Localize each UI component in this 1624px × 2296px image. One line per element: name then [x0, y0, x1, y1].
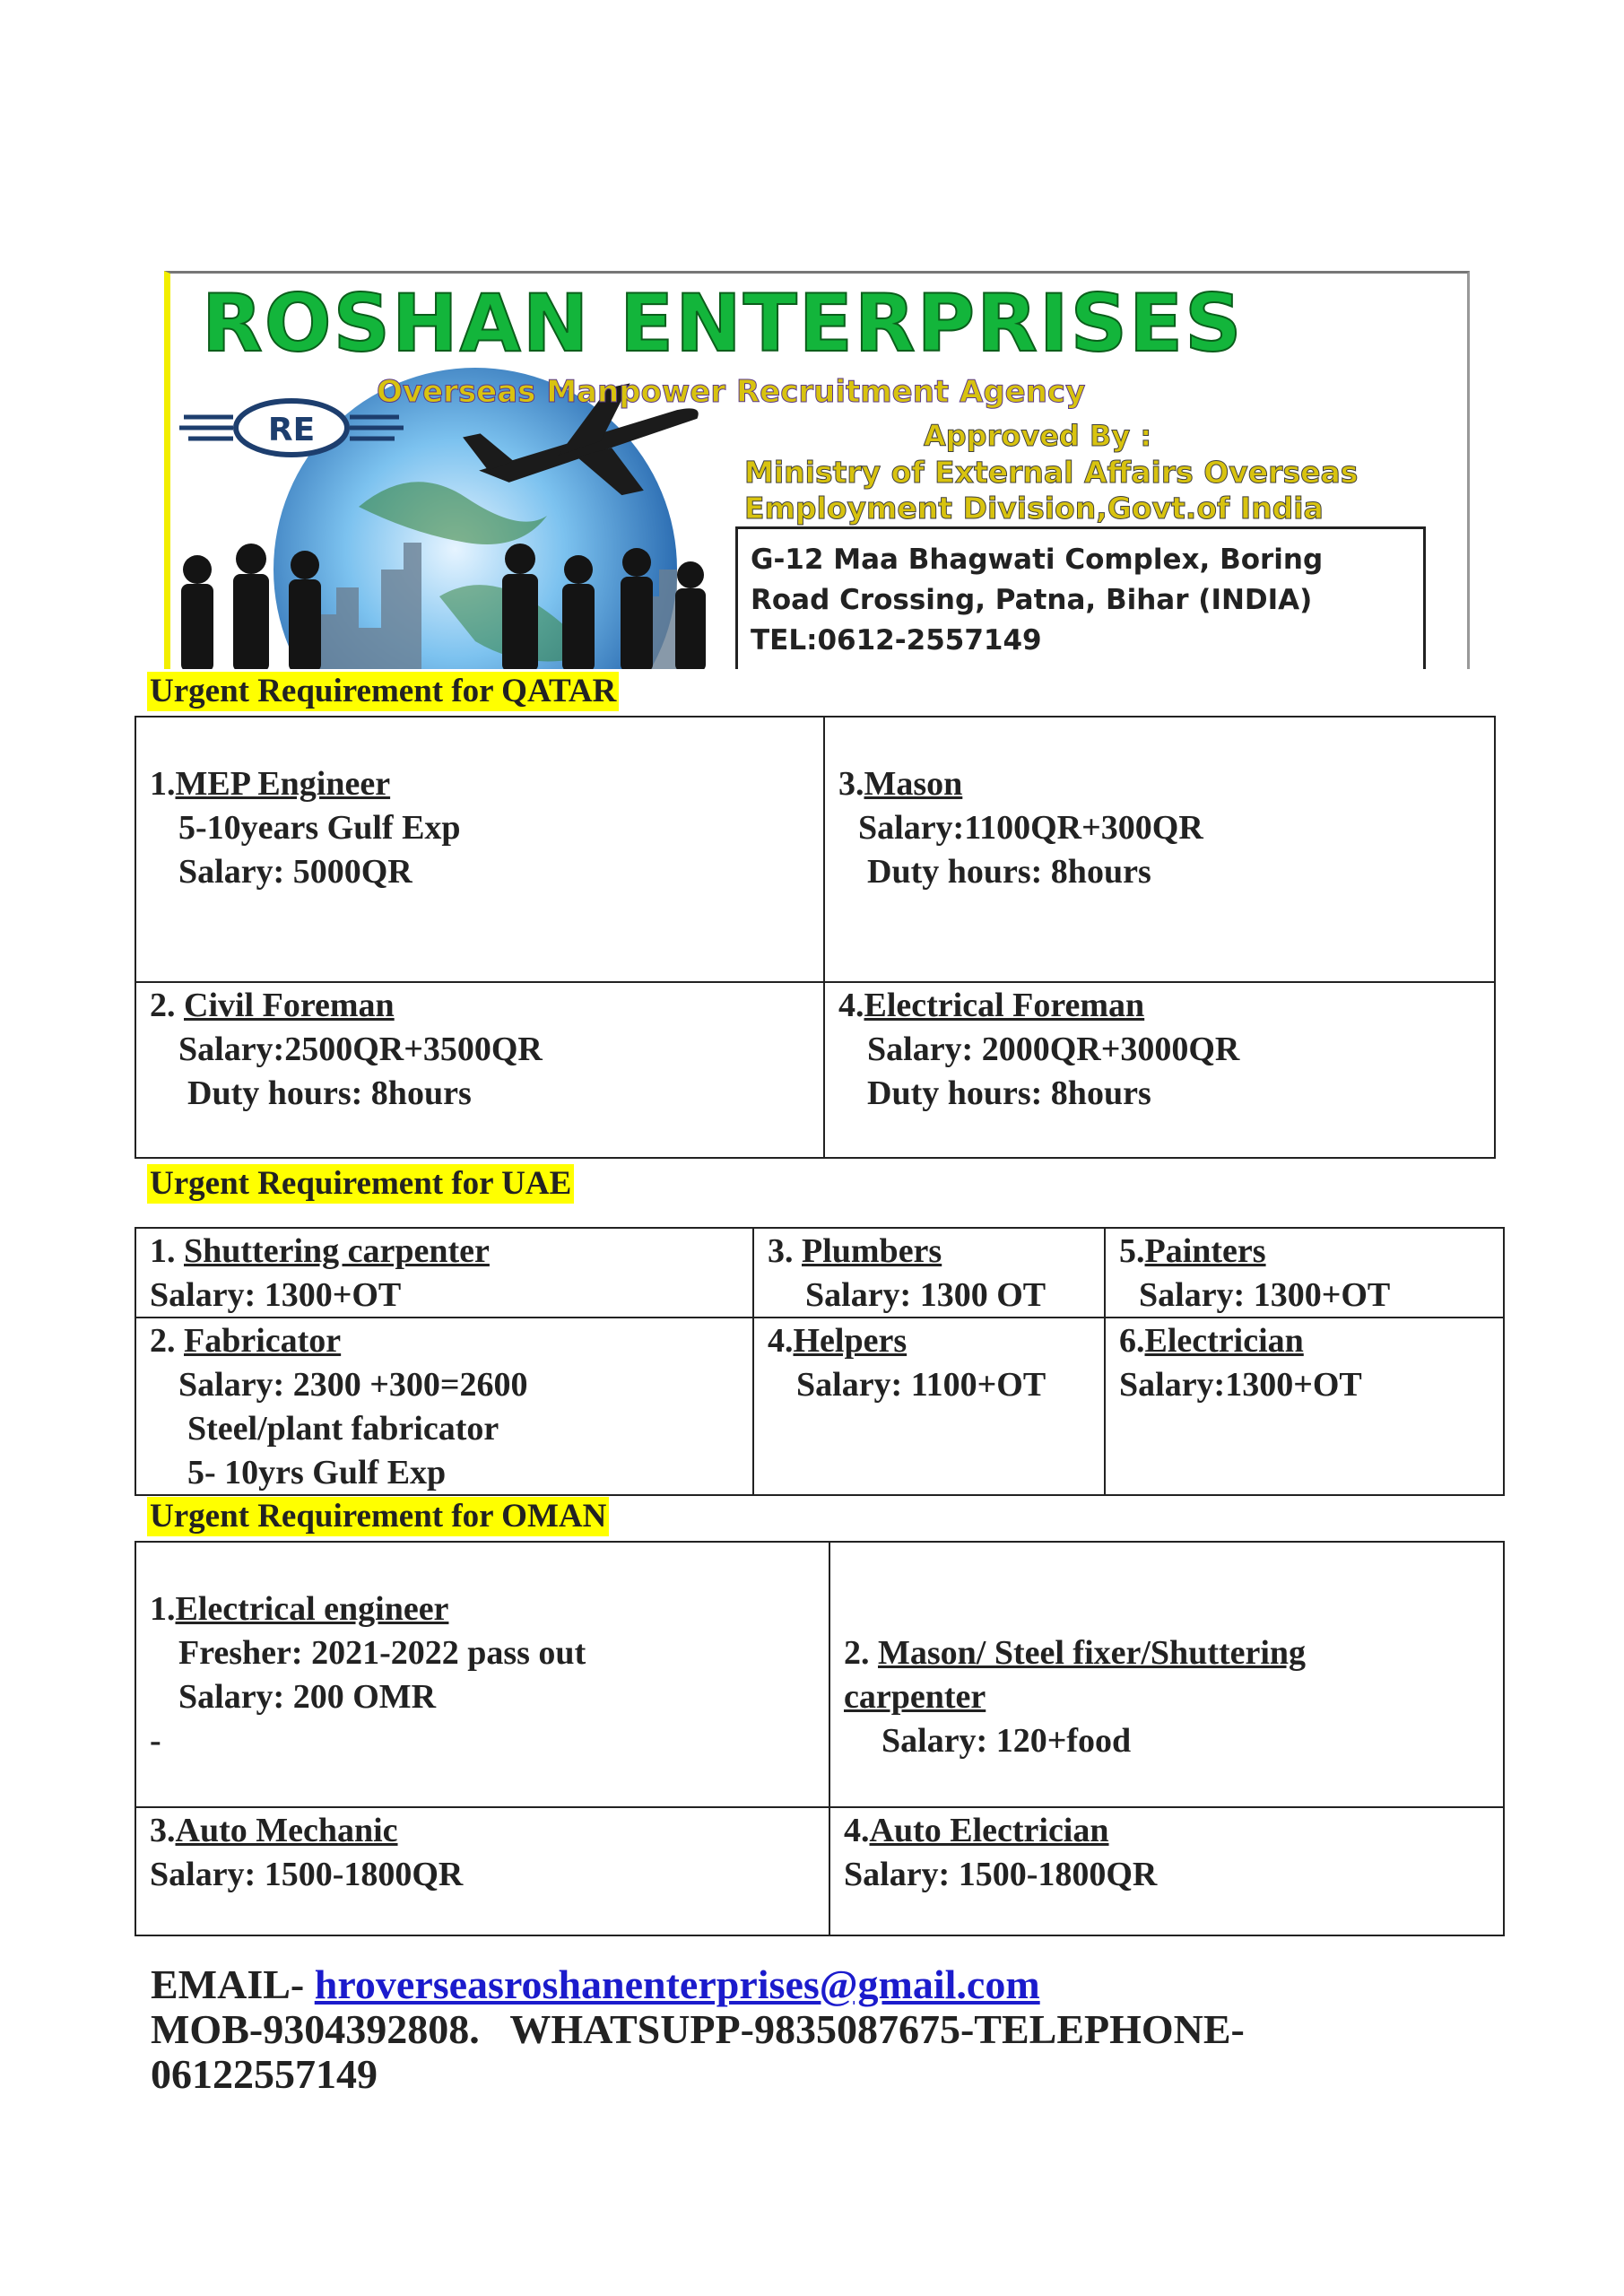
email-line: EMAIL- hroverseasroshanenterprises@gmail.com [151, 1961, 1040, 2007]
approved-authority-line2: Employment Division,Govt.of India [744, 491, 1324, 526]
job-title: Mason/ Steel fixer/Shuttering [878, 1634, 1307, 1672]
job-title: Painters [1144, 1232, 1266, 1270]
oman-job-2: 2. Mason/ Steel fixer/Shuttering carpenter Salary: 120+food [829, 1542, 1504, 1807]
approved-label: Approved By : [924, 419, 1152, 453]
address-line1: G-12 Maa Bhagwati Complex, Boring [751, 544, 1324, 576]
job-title: Electrical engineer [175, 1590, 449, 1628]
qatar-job-3: 3.Mason Salary:1100QR+300QR Duty hours: 8hours [824, 717, 1495, 982]
address-line2: Road Crossing, Patna, Bihar (INDIA) [751, 584, 1313, 616]
oman-job-3: 3.Auto Mechanic Salary: 1500-1800QR [135, 1807, 829, 1935]
uae-job-2: 2. Fabricator Salary: 2300 +300=2600 Steel/plant fabricator 5- 10yrs Gulf Exp [135, 1318, 753, 1495]
uae-job-5: 5.Painters Salary: 1300+OT [1105, 1228, 1504, 1318]
uae-job-4: 4.Helpers Salary: 1100+OT [753, 1318, 1105, 1495]
uae-job-3: 3. Plumbers Salary: 1300 OT [753, 1228, 1105, 1318]
company-name: ROSHAN ENTERPRISES [202, 277, 1244, 370]
oman-jobs-table [135, 1541, 1505, 1936]
contact-block [151, 1962, 1245, 2097]
uae-jobs-table [135, 1227, 1505, 1496]
job-title: Shuttering carpenter [184, 1232, 490, 1270]
qatar-job-2: 2. Civil Foreman Salary:2500QR+3500QR Duty hours: 8hours [135, 982, 824, 1158]
qatar-heading: Urgent Requirement for QATAR [147, 672, 619, 711]
telephone: TEL:0612-2557149 [751, 624, 1042, 657]
job-title: Plumbers [802, 1232, 942, 1270]
address-box [735, 526, 1426, 669]
email-link[interactable]: hroverseasroshanenterprises@gmail.com [314, 1961, 1040, 2007]
phone-line: MOB-9304392808. WHATSUPP-9835087675-TELEPHONE- [151, 2006, 1245, 2052]
oman-job-1: 1.Electrical engineer Fresher: 2021-2022 pass out Salary: 200 OMR - [135, 1542, 829, 1807]
oman-heading: Urgent Requirement for OMAN [147, 1497, 609, 1536]
uae-job-1: 1. Shuttering carpenter Salary: 1300+OT [135, 1228, 753, 1318]
job-title: MEP Engineer [175, 765, 391, 803]
job-title: Helpers [793, 1322, 908, 1360]
qatar-jobs-table [135, 716, 1496, 1159]
job-title: Fabricator [184, 1322, 342, 1360]
uae-heading: Urgent Requirement for UAE [147, 1164, 574, 1204]
job-title: Mason [864, 765, 963, 803]
qatar-job-4: 4.Electrical Foreman Salary: 2000QR+3000QR Duty hours: 8hours [824, 982, 1495, 1158]
uae-job-6: 6.Electrician Salary:1300+OT [1105, 1318, 1504, 1495]
job-title: Auto Mechanic [175, 1812, 398, 1849]
company-banner [164, 271, 1470, 669]
qatar-job-1: 1.MEP Engineer 5-10years Gulf Exp Salary: 5000QR [135, 717, 824, 982]
job-title: Civil Foreman [184, 987, 395, 1024]
job-title: Auto Electrician [869, 1812, 1109, 1849]
company-tagline: Overseas Manpower Recruitment Agency [377, 374, 1086, 410]
oman-job-4: 4.Auto Electrician Salary: 1500-1800QR [829, 1807, 1504, 1935]
job-title: Electrical Foreman [864, 987, 1145, 1024]
approved-authority-line1: Ministry of External Affairs Overseas [744, 455, 1359, 490]
telephone-number: 06122557149 [151, 2051, 378, 2097]
svg-text:RE: RE [267, 412, 316, 448]
job-title: Electrician [1144, 1322, 1304, 1360]
